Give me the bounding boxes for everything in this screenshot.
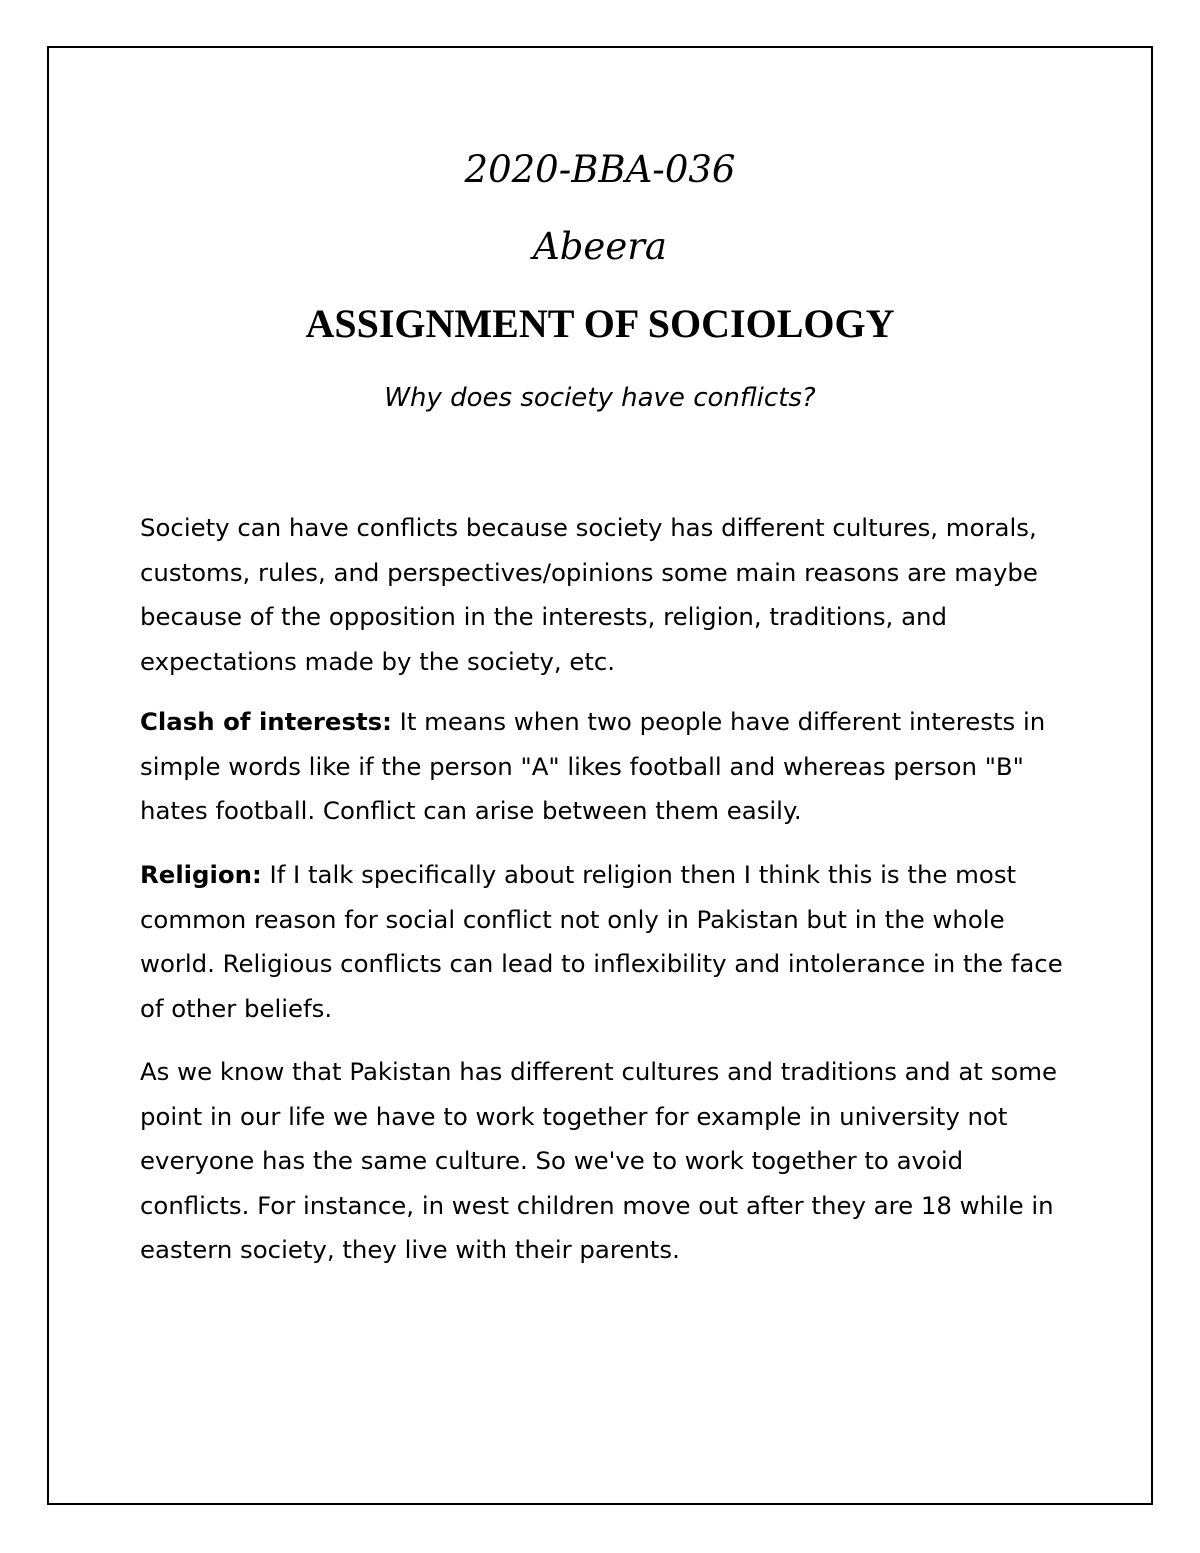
student-name: Abeera [533, 225, 667, 268]
closing-paragraph: As we know that Pakistan has different cultures and traditions and at some point in our life we have to work together for example in university not everyone has the same culture. So we've to work together to avoid conflicts. For instance, in west children move out after they are 18 while in eastern society, they live with their parents. [140, 1057, 1057, 1264]
document-title: ASSIGNMENT OF SOCIOLOGY [305, 301, 895, 346]
clash-of-interests-text: It means when two people have different interests in simple words like if the person "A" likes football and whereas person "B" hates football. Conflict can arise between them easily. [140, 707, 1046, 825]
clash-of-interests-label: Clash of interests: [140, 707, 392, 736]
document-question: Why does society have conflicts? [384, 383, 816, 413]
religion-text: If I talk specifically about religion then I think this is the most common reason for social conflict not only in Pakistan but in the whole world. Religious conflicts can lead to inflexibility and intolerance in the face of other beliefs. [140, 860, 1063, 1023]
religion-paragraph [140, 853, 1070, 1031]
roll-number: 2020-BBA-036 [464, 148, 736, 191]
intro-paragraph: Society can have conflicts because society has different cultures, morals, customs, rules, and perspectives/opinions some main reasons are maybe because of the opposition in the interests, religion, traditions, and expectations made by the society, etc. [140, 513, 1038, 676]
clash-of-interests-paragraph [140, 700, 1070, 834]
religion-label: Religion: [140, 860, 262, 889]
